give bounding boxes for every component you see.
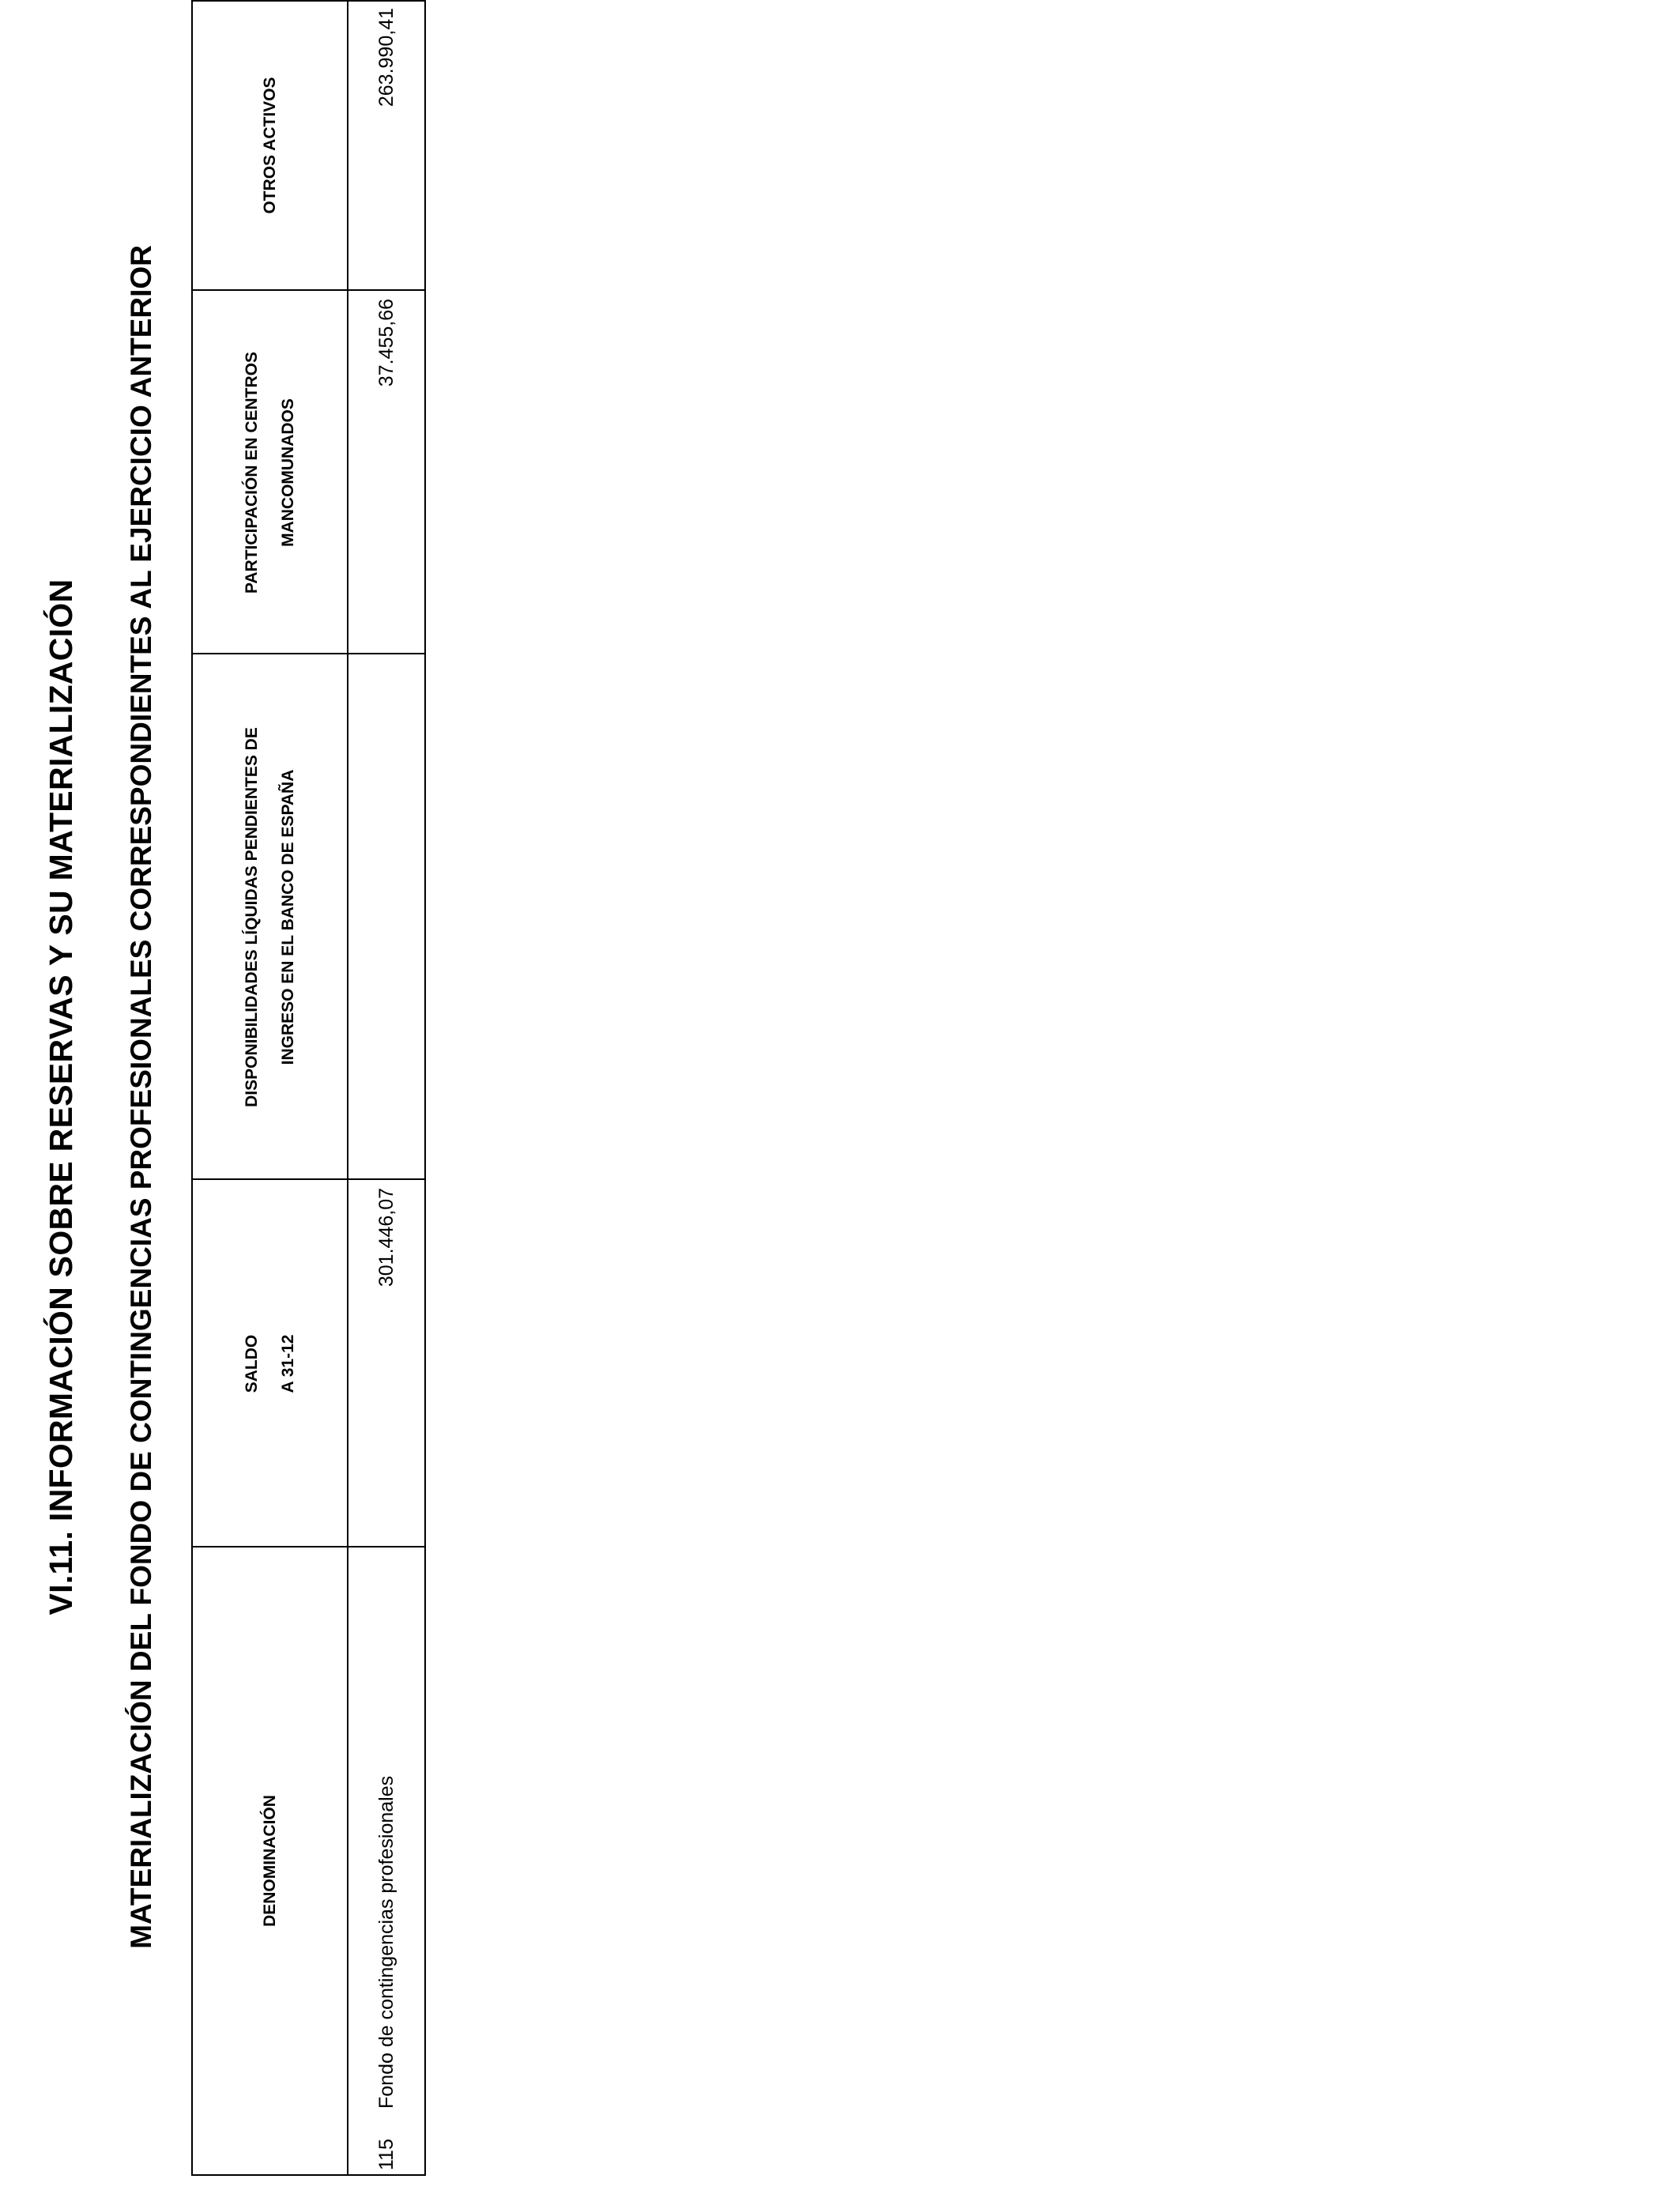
table-row [347,1547,426,2174]
row-saldo: 301.446,07 [375,1188,397,1287]
row-denominacion: Fondo de contingencias profesionales [375,1775,397,2109]
header-saldo-label-1: SALDO [242,1334,261,1393]
row-otros-activos: 263.990,41 [375,8,397,107]
header-participacion-label-2: MANCOMUNADOS [278,398,297,547]
header-disponibilidades-label-1: DISPONIBILIDADES LÍQUIDAS PENDIENTES DE [242,727,261,1107]
header-saldo [193,1180,347,1547]
header-participacion-label-1: PARTICIPACIÓN EN CENTROS [242,351,261,594]
row-disponibilidades [347,654,426,1180]
header-disponibilidades-label-2: INGRESO EN EL BANCO DE ESPAÑA [278,769,297,1065]
reserves-table [191,0,426,2176]
header-otros-activos [193,0,347,291]
header-otros-activos-label: OTROS ACTIVOS [260,77,279,214]
page-title: VI.11. INFORMACIÓN SOBRE RESERVAS Y SU MATERIALIZACIÓN [43,579,79,1615]
page-subtitle: MATERIALIZACIÓN DEL FONDO DE CONTINGENCIAS PROFESIONALES CORRESPONDIENTES AL EJERCICIO ANTERIOR [125,245,157,1949]
header-saldo-label-2: A 31-12 [278,1334,297,1393]
header-denominacion-label: DENOMINACIÓN [260,1795,279,1927]
row-participacion: 37.455,66 [375,299,397,387]
header-participacion [193,291,347,654]
header-denominacion [193,1547,347,2174]
row-code: 115 [375,2139,397,2170]
header-disponibilidades [193,654,347,1180]
